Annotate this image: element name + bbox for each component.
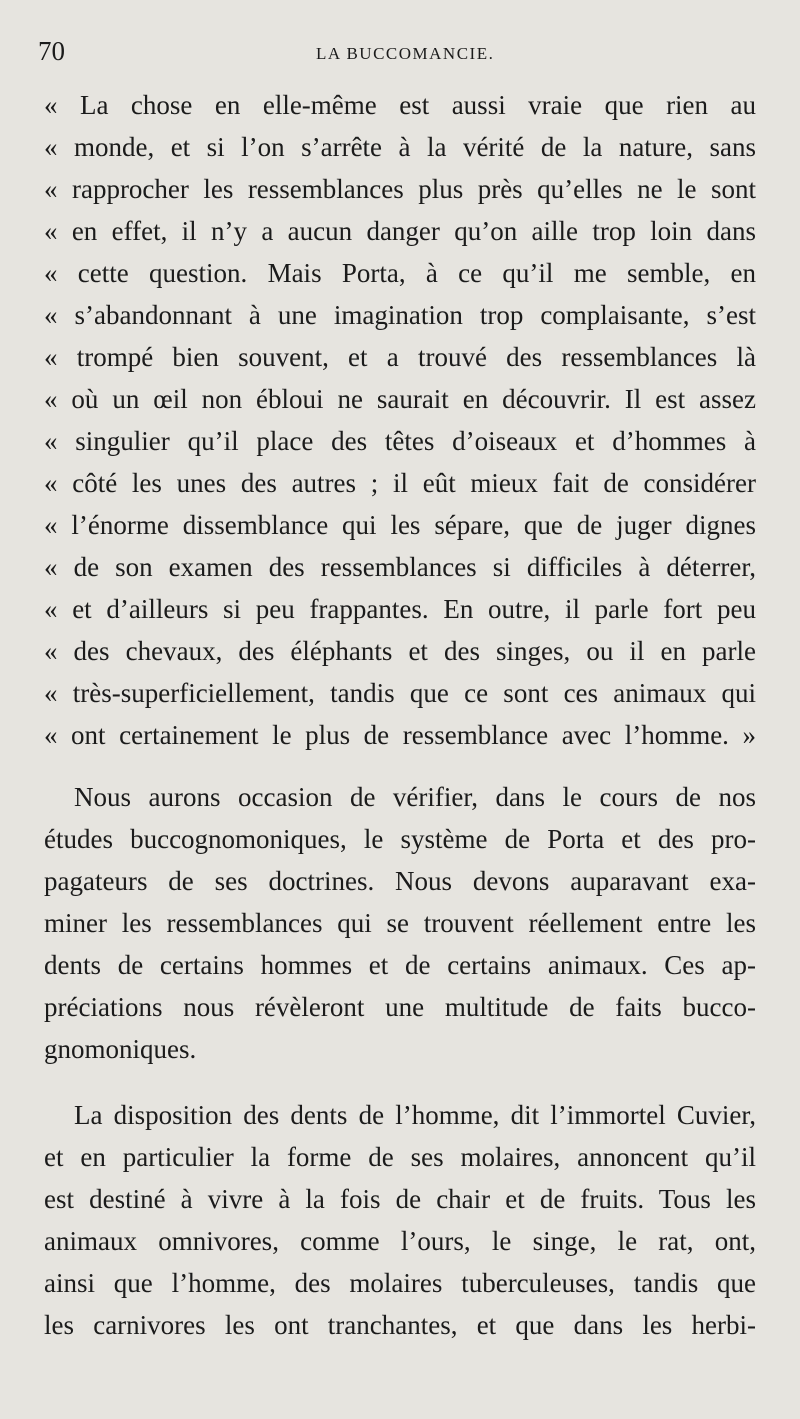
quote-line: « singulier qu’il place des têtes d’oiseaux et d’hommes à — [44, 426, 756, 456]
quote-line: « trompé bien souvent, et a trouvé des ressemblances là — [44, 342, 756, 372]
paragraph-line: préciations nous révèleront une multitude de faits bucco- — [44, 992, 756, 1022]
quote-line: « des chevaux, des éléphants et des singes, ou il en parle — [44, 636, 756, 666]
quote-line: « cette question. Mais Porta, à ce qu’il me semble, en — [44, 258, 756, 288]
paragraph-porta — [44, 776, 756, 1070]
paragraph-line: miner les ressemblances qui se trouvent réellement entre les — [44, 908, 756, 938]
paragraph-line: La disposition des dents de l’homme, dit l’immortel Cuvier, — [74, 1100, 756, 1130]
quote-line: « ont certainement le plus de ressemblance avec l’homme. » — [44, 720, 756, 750]
paragraph-line: dents de certains hommes et de certains animaux. Ces ap- — [44, 950, 756, 980]
paragraph-line: ainsi que l’homme, des molaires tuberculeuses, tandis que — [44, 1268, 756, 1298]
quote-line: « monde, et si l’on s’arrête à la vérité de la nature, sans — [44, 132, 756, 162]
paragraph-line: est destiné à vivre à la fois de chair et de fruits. Tous les — [44, 1184, 756, 1214]
paragraph-line: pagateurs de ses doctrines. Nous devons auparavant exa- — [44, 866, 756, 896]
paragraph-line: et en particulier la forme de ses molaires, annoncent qu’il — [44, 1142, 756, 1172]
page-header — [38, 36, 760, 76]
paragraph-line: études buccognomoniques, le système de Porta et des pro- — [44, 824, 756, 854]
running-title: LA BUCCOMANCIE. — [316, 44, 495, 63]
quote-line: « s’abandonnant à une imagination trop complaisante, s’est — [44, 300, 756, 330]
quote-line: « où un œil non ébloui ne saurait en découvrir. Il est assez — [44, 384, 756, 414]
paragraph-line: animaux omnivores, comme l’ours, le singe, le rat, ont, — [44, 1226, 756, 1256]
quote-line: « en effet, il n’y a aucun danger qu’on aille trop loin dans — [44, 216, 756, 246]
quote-line: « rapprocher les ressemblances plus près qu’elles ne le sont — [44, 174, 756, 204]
paragraph-cuvier — [44, 1094, 756, 1346]
quotation-block — [44, 84, 756, 756]
page-number: 70 — [38, 36, 65, 66]
paragraph-line: Nous aurons occasion de vérifier, dans le cours de nos — [74, 782, 756, 812]
quote-line: « l’énorme dissemblance qui les sépare, que de juger dignes — [44, 510, 756, 540]
quote-line: « côté les unes des autres ; il eût mieux fait de considérer — [44, 468, 756, 498]
quote-line: « très-superficiellement, tandis que ce sont ces animaux qui — [44, 678, 756, 708]
quote-line: « de son examen des ressemblances si difficiles à déterrer, — [44, 552, 756, 582]
quote-line: « et d’ailleurs si peu frappantes. En outre, il parle fort peu — [44, 594, 756, 624]
quote-line: « La chose en elle-même est aussi vraie que rien au — [44, 90, 756, 120]
paragraph-line: les carnivores les ont tranchantes, et que dans les herbi- — [44, 1310, 756, 1340]
paragraph-line: gnomoniques. — [44, 1034, 197, 1064]
